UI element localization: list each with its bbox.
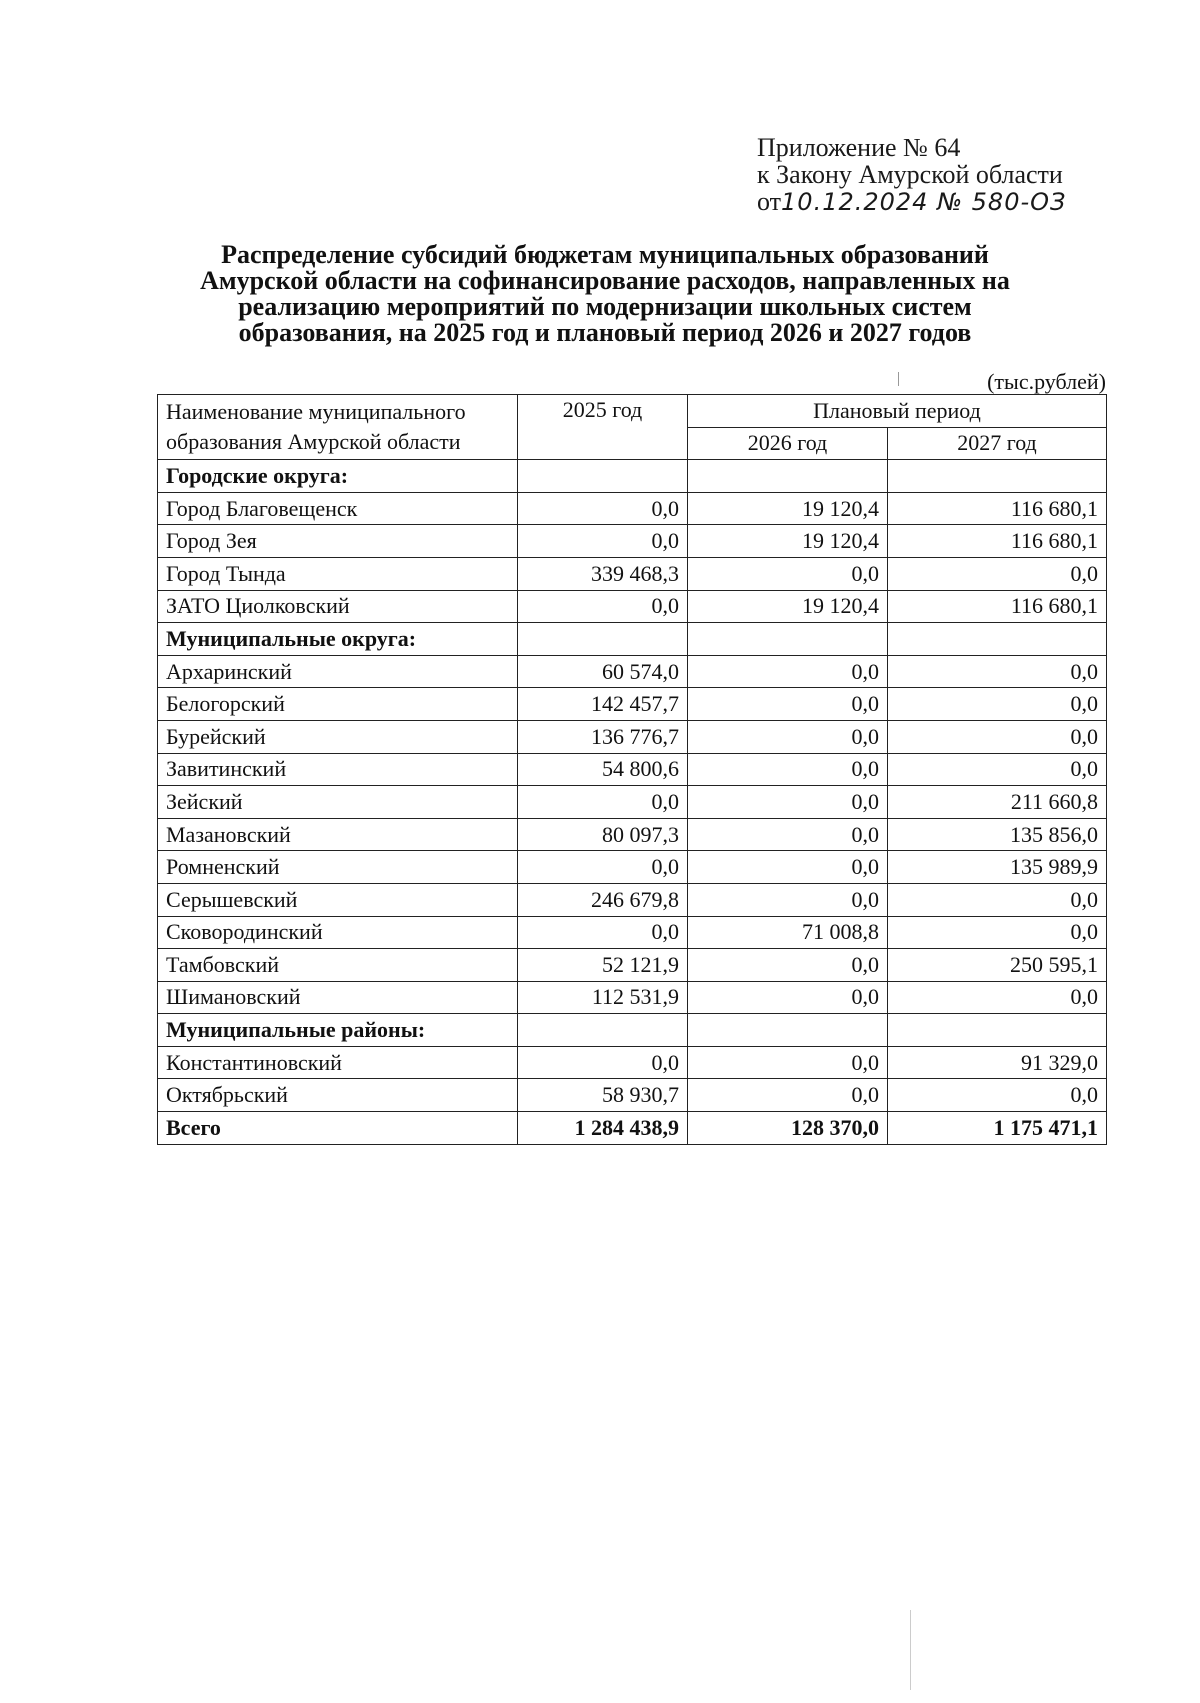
empty-cell	[888, 623, 1107, 656]
municipality-name: Архаринский	[158, 655, 518, 688]
group-row	[158, 1014, 1107, 1047]
header-2025: 2025 год	[518, 395, 688, 460]
empty-cell	[688, 1014, 888, 1047]
table-row	[158, 753, 1107, 786]
group-row	[158, 623, 1107, 656]
municipality-name: Октябрьский	[158, 1079, 518, 1112]
handwritten-date-number: 10.12.2024 № 580-ОЗ	[781, 188, 1067, 216]
header-2026: 2026 год	[688, 427, 888, 460]
empty-cell	[688, 623, 888, 656]
value-2026: 0,0	[688, 655, 888, 688]
empty-cell	[518, 623, 688, 656]
value-2027: 0,0	[888, 655, 1107, 688]
table-row	[158, 655, 1107, 688]
value-2027: 116 680,1	[888, 590, 1107, 623]
value-2026: 0,0	[688, 557, 888, 590]
empty-cell	[888, 1014, 1107, 1047]
total-2027: 1 175 471,1	[888, 1112, 1107, 1145]
value-2027: 0,0	[888, 916, 1107, 949]
value-2025: 80 097,3	[518, 818, 688, 851]
value-2025: 136 776,7	[518, 720, 688, 753]
group-title: Муниципальные районы:	[158, 1014, 518, 1047]
total-2025: 1 284 438,9	[518, 1112, 688, 1145]
value-2026: 0,0	[688, 753, 888, 786]
value-2025: 339 468,3	[518, 557, 688, 590]
value-2026: 0,0	[688, 851, 888, 884]
table-row	[158, 883, 1107, 916]
value-2027: 211 660,8	[888, 786, 1107, 819]
municipality-name: Мазановский	[158, 818, 518, 851]
scan-mark	[898, 372, 899, 386]
table-row	[158, 949, 1107, 982]
table-row	[158, 786, 1107, 819]
value-2027: 91 329,0	[888, 1046, 1107, 1079]
annex-number: Приложение № 64	[757, 133, 961, 162]
value-2026: 0,0	[688, 981, 888, 1014]
municipality-name: Сковородинский	[158, 916, 518, 949]
value-2027: 0,0	[888, 688, 1107, 721]
empty-cell	[518, 460, 688, 493]
empty-cell	[688, 460, 888, 493]
header-name: Наименование муниципального образования Амурской области	[158, 395, 518, 460]
table-row	[158, 1079, 1107, 1112]
title-line-4: образования, на 2025 год и плановый период 2026 и 2027 годов	[238, 318, 972, 347]
table-row	[158, 851, 1107, 884]
value-2026: 19 120,4	[688, 492, 888, 525]
value-2027: 250 595,1	[888, 949, 1107, 982]
value-2025: 0,0	[518, 492, 688, 525]
value-2027: 0,0	[888, 1079, 1107, 1112]
table-body	[158, 460, 1107, 1144]
units-label: (тыс.рублей)	[987, 369, 1106, 394]
value-2026: 0,0	[688, 1079, 888, 1112]
value-2025: 60 574,0	[518, 655, 688, 688]
value-2027: 0,0	[888, 720, 1107, 753]
municipality-name: Шимановский	[158, 981, 518, 1014]
value-2027: 0,0	[888, 981, 1107, 1014]
value-2027: 116 680,1	[888, 525, 1107, 558]
title-line-2: Амурской области на софинансирование расходов, направленных на	[200, 266, 1010, 295]
value-2027: 0,0	[888, 557, 1107, 590]
value-2027: 116 680,1	[888, 492, 1107, 525]
group-title: Городские округа:	[158, 460, 518, 493]
group-title: Муниципальные округа:	[158, 623, 518, 656]
value-2027: 0,0	[888, 753, 1107, 786]
title-line-3: реализацию мероприятий по модернизации школьных систем	[238, 292, 972, 321]
value-2025: 246 679,8	[518, 883, 688, 916]
table-row	[158, 590, 1107, 623]
municipality-name: Зейский	[158, 786, 518, 819]
value-2026: 0,0	[688, 720, 888, 753]
value-2026: 71 008,8	[688, 916, 888, 949]
municipality-name: ЗАТО Циолковский	[158, 590, 518, 623]
header-planned-period: Плановый период	[688, 395, 1107, 428]
header-2027: 2027 год	[888, 427, 1107, 460]
scan-mark	[910, 1610, 911, 1690]
value-2025: 0,0	[518, 590, 688, 623]
value-2026: 0,0	[688, 688, 888, 721]
municipality-name: Тамбовский	[158, 949, 518, 982]
municipality-name: Город Благовещенск	[158, 492, 518, 525]
annex-date-prefix: от	[757, 187, 782, 216]
value-2025: 0,0	[518, 916, 688, 949]
value-2027: 0,0	[888, 883, 1107, 916]
value-2026: 0,0	[688, 949, 888, 982]
value-2026: 0,0	[688, 786, 888, 819]
municipality-name: Константиновский	[158, 1046, 518, 1079]
total-row	[158, 1112, 1107, 1145]
municipality-name: Город Зея	[158, 525, 518, 558]
value-2025: 0,0	[518, 525, 688, 558]
value-2025: 52 121,9	[518, 949, 688, 982]
table-row	[158, 818, 1107, 851]
value-2027: 135 856,0	[888, 818, 1107, 851]
table-row	[158, 688, 1107, 721]
value-2025: 112 531,9	[518, 981, 688, 1014]
empty-cell	[888, 460, 1107, 493]
value-2026: 19 120,4	[688, 590, 888, 623]
municipality-name: Серышевский	[158, 883, 518, 916]
table-row	[158, 916, 1107, 949]
table-row	[158, 525, 1107, 558]
value-2025: 0,0	[518, 786, 688, 819]
annex-header	[757, 134, 1066, 216]
value-2025: 54 800,6	[518, 753, 688, 786]
value-2026: 0,0	[688, 818, 888, 851]
municipality-name: Бурейский	[158, 720, 518, 753]
subsidy-table	[157, 394, 1107, 1145]
value-2026: 0,0	[688, 883, 888, 916]
table-header	[158, 395, 1107, 460]
table-row	[158, 981, 1107, 1014]
annex-law-reference: к Закону Амурской области	[757, 160, 1063, 189]
value-2027: 135 989,9	[888, 851, 1107, 884]
value-2025: 142 457,7	[518, 688, 688, 721]
total-label: Всего	[158, 1112, 518, 1145]
group-row	[158, 460, 1107, 493]
title-line-1: Распределение субсидий бюджетам муниципальных образований	[221, 240, 989, 269]
municipality-name: Город Тында	[158, 557, 518, 590]
total-2026: 128 370,0	[688, 1112, 888, 1145]
value-2025: 0,0	[518, 1046, 688, 1079]
table-row	[158, 492, 1107, 525]
annex-date-line	[757, 188, 1066, 216]
municipality-name: Завитинский	[158, 753, 518, 786]
value-2026: 19 120,4	[688, 525, 888, 558]
value-2025: 58 930,7	[518, 1079, 688, 1112]
document-title	[150, 242, 1060, 346]
table-row	[158, 557, 1107, 590]
empty-cell	[518, 1014, 688, 1047]
municipality-name: Ромненский	[158, 851, 518, 884]
value-2025: 0,0	[518, 851, 688, 884]
table-row	[158, 720, 1107, 753]
value-2026: 0,0	[688, 1046, 888, 1079]
table-row	[158, 1046, 1107, 1079]
municipality-name: Белогорский	[158, 688, 518, 721]
